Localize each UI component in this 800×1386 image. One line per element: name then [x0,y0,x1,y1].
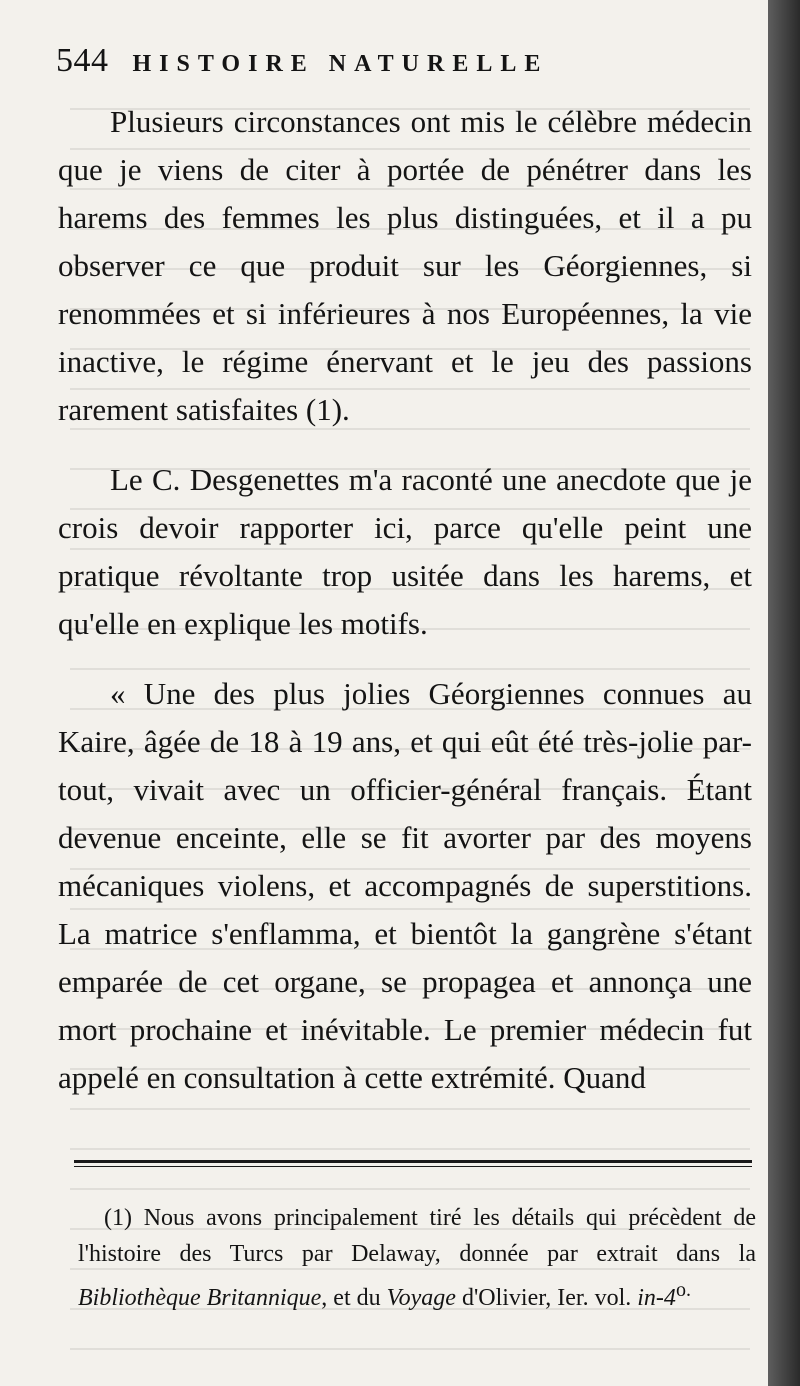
paragraph-1: Plusieurs circonstances ont mis le célèbre médecin que je viens de citer à portée de pénétrer dans les harems des femmes les plus distinguées, et il a pu observer ce que produit sur les Géorgiennes, si renommées et si inférieures à nos Européennes, la vie inactive, le régime énervant et le jeu des passions rarement satisfaites (1). [58,104,752,427]
footnote-text-3: d'Olivier, Ier. vol. [455,1285,638,1311]
paragraph-2: Le C. Desgenettes m'a raconté une anecdote que je crois devoir rapporter ici, parce qu'elle peint une pratique révoltante trop usitée dans les harems, et qu'elle en explique les motifs. [58,462,752,641]
footnote-title-bibliotheque: Bibliothèque Britannique [78,1285,322,1311]
footnote-format: in-4 [637,1285,676,1311]
page-edge-shadow [768,0,800,1386]
page-header [56,42,756,92]
running-head: HISTOIRE NATURELLE [132,51,549,77]
footnote-rule [74,1160,752,1163]
footnote-text-1: (1) Nous avons principalement tiré les détails qui précèdent de l'histoire des Turcs par Delaway, donnée par extrait dans la [78,1205,756,1267]
page-number: 544 [56,42,109,79]
footnote-format-suffix: o. [675,1279,691,1301]
footnote-title-voyage: Voyage [386,1285,456,1311]
footnote-text-2: , et du [321,1285,387,1311]
paragraph-3: « Une des plus jolies Géorgiennes connues au Kaire, âgée de 18 à 19 ans, et qui eût été très-jolie par-tout, vivait avec un officier-général français. Étant devenue enceinte, elle se fit avorter par des moyens mécaniques violens, et accompagnés de superstitions. La matrice s'enflamma, et bientôt la gangrène s'étant emparée de cet organe, se propagea et annonça une mort prochaine et inévitable. Le premier médecin fut appelé en consultation à cette extrémité. Quand [58,676,752,1095]
footnote [78,1200,756,1316]
body-text [58,98,752,1102]
